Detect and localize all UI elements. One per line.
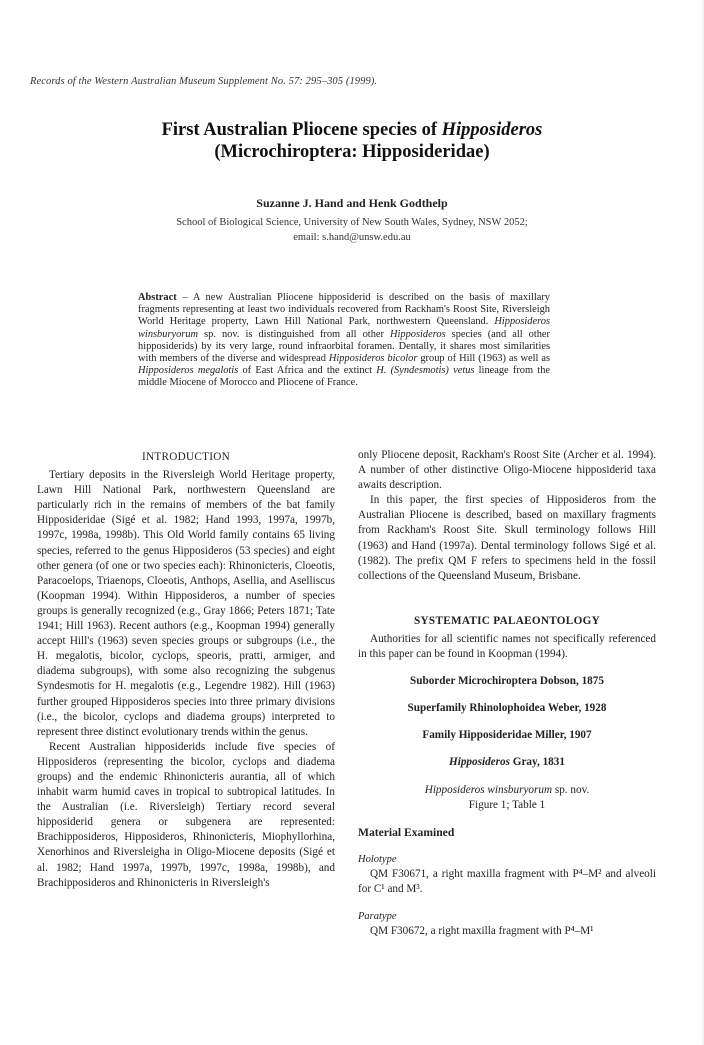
- holotype-label: Holotype: [358, 853, 397, 865]
- section-heading-introduction: INTRODUCTION: [141, 451, 231, 463]
- section-heading-systematic-palaeontology: SYSTEMATIC PALAEONTOLOGY: [414, 614, 600, 627]
- abstract-text: sp. nov. is distinguished from all other: [198, 328, 390, 340]
- abstract-label: Abstract: [138, 292, 177, 303]
- paragraph: Authorities for all scientific names not specifically referenced in this paper can be found in Koopman (1994).: [358, 632, 656, 661]
- abstract-species: Hipposideros megalotis: [138, 365, 239, 377]
- paratype-text: QM F30672, a right maxilla fragment with P⁴–M¹: [370, 925, 594, 938]
- title-genus: Hipposideros: [441, 120, 543, 140]
- abstract: [138, 292, 550, 390]
- genus-author: Gray, 1831: [509, 756, 565, 769]
- taxon-species: [358, 783, 656, 798]
- paragraph: Recent Australian hipposiderids include five species of Hipposideros (representing the bicolor, cyclops and diadema groups) and the endemic Rhinonicteris aurantia, all of which inhabit warm humid caves in tropical to subtropical latitudes. In the Australian (i.e. Riversleigh) Tertiary record several hipposiderid genera or subgenera are represented: Brachipposideros, Hipposideros, Rhinonicteris, Miophyllorhina, Xenorhinos and Riversleigha in Oligo-Miocene deposits (Sigé et al. 1982; Hand 1997a, 1997b, 1997c, 1998a, 1998b), and Brachipposideros and Rhinonicteris in Riversleigh's: [37, 740, 335, 889]
- left-column: [37, 450, 335, 891]
- abstract-genus: Hipposideros: [390, 328, 446, 340]
- genus-name: Hipposideros: [449, 756, 510, 769]
- authors: Suzanne J. Hand and Henk Godthelp: [256, 196, 448, 210]
- paragraph: Tertiary deposits in the Riversleigh World Heritage property, Lawn Hill National Park, northwestern Queensland are particularly rich in the remains of members of the bat family Hipposideridae (Sigé et al. 1982; Hand 1993, 1997a, 1997b, 1997c, 1998a, 1998b). This Old World family contains 65 living species, referred to the genus Hipposideros (53 species) and eight other genera (of one or two species each): Rhinonicteris, Cloeotis, Paracoelops, Triaenops, Cloeotis, Anthops, Asellia, and Aselliscus (Koopman 1994). Within Hipposideros, a number of species groups is generally recognized (e.g., Gray 1866; Peters 1871; Tate 1941; Hill 1963). Recent authors (e.g., Koopman 1994) generally accept Hill's (1963) seven species groups or subgroups (i.e., the H. megalotis, bicolor, cyclops, speoris, pratti, armiger, and diadema subgroups), with some also recognizing the subgenus Syndesmotis for H. megalotis (e.g., Legendre 1982). Hill (1963) further grouped Hipposideros species into three primary divisions (i.e., the bicolor, cyclops and diadema groups) interpreted to represent three distinct evolutionary trends within the genus.: [37, 469, 335, 738]
- species-author: sp. nov.: [552, 783, 590, 796]
- material-examined-heading: Material Examined: [358, 825, 455, 839]
- affiliation-address: School of Biological Science, University of New South Wales, Sydney, NSW 2052;: [176, 217, 528, 228]
- abstract-text: of East Africa and the extinct: [238, 365, 377, 377]
- taxon-genus: [358, 755, 656, 770]
- running-head: Records of the Western Australian Museum Supplement No. 57: 295–305 (1999).: [30, 76, 378, 87]
- abstract-text: – A new Australian Pliocene hipposiderid is described on the basis of maxillary fragments representing at least two individuals recovered from Rackham's Roost Site, Riversleigh World Heritage property, Lawn Hill National Park, northwestern Queensland.: [138, 292, 550, 328]
- paragraph: In this paper, the first species of Hipposideros from the Australian Pliocene is described, based on maxillary fragments from Rackham's Roost Site. Skull terminology follows Hill (1963) and Hand (1997a). Dental terminology follows Sigé et al. (1982). The prefix QM F refers to specimens held in the fossil collections of the Queensland Museum, Brisbane.: [358, 494, 656, 582]
- abstract-text: group of Hill (1963) as well as: [417, 353, 550, 365]
- figure-reference: Figure 1; Table 1: [468, 798, 546, 811]
- title-line-1: [0, 119, 704, 141]
- holotype-text: QM F30671, a right maxilla fragment with P⁴–M² and alveoli for C¹ and M³.: [358, 867, 656, 895]
- abstract-species: H. (Syndesmotis) vetus: [376, 365, 475, 377]
- abstract-text: species (and all other hipposiderids) by its very large, round infraorbital foramen. Dentally, it shares most similarities with members of the diverse and widespread: [138, 328, 550, 365]
- title-line-2: (Microchiroptera: Hipposideridae): [214, 142, 490, 162]
- abstract-text: lineage from the middle Miocene of Morocco and Pliocene of France.: [138, 365, 551, 389]
- abstract-group: Hipposideros bicolor: [328, 353, 418, 365]
- taxon-suborder: Suborder Microchiroptera Dobson, 1875: [410, 675, 604, 688]
- paragraph: only Pliocene deposit, Rackham's Roost Site (Archer et al. 1994). A number of other distinctive Oligo-Miocene hipposiderid taxa awaits description.: [358, 449, 656, 492]
- taxon-superfamily: Superfamily Rhinolophoidea Weber, 1928: [407, 702, 607, 715]
- affiliation-email: email: s.hand@unsw.edu.au: [293, 232, 411, 243]
- species-name: Hipposideros winsburyorum: [424, 783, 553, 796]
- right-column: [358, 448, 656, 939]
- abstract-species: Hipposideros winsburyorum: [138, 316, 550, 340]
- paper-title: [0, 119, 704, 163]
- taxon-family: Family Hipposideridae Miller, 1907: [422, 729, 592, 742]
- paratype-label: Paratype: [358, 911, 397, 923]
- affiliation: [0, 215, 704, 245]
- title-prefix: First Australian Pliocene species of: [161, 120, 442, 140]
